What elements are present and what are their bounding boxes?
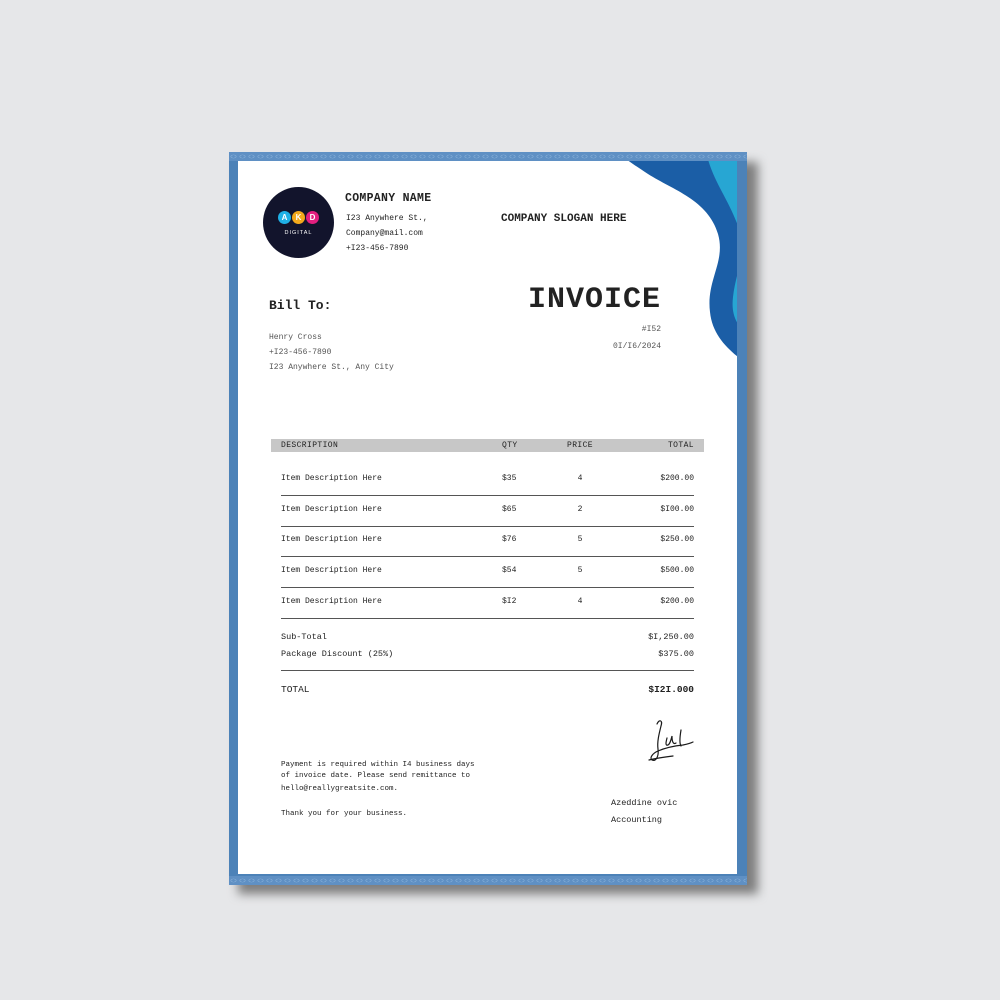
company-email: Company@mail.com [346, 229, 423, 238]
company-slogan: COMPANY SLOGAN HERE [501, 213, 627, 225]
subtotal-value: $I,250.00 [648, 632, 694, 642]
company-logo [263, 187, 334, 258]
total-value: $I2I.000 [648, 684, 694, 695]
row-total: $200.00 [660, 474, 694, 483]
row-qty: $54 [502, 566, 517, 575]
invoice-page [238, 161, 737, 874]
client-phone: +I23-456-7890 [269, 348, 332, 357]
header-qty: QTY [502, 441, 518, 450]
subtotal-label: Sub-Total [281, 632, 327, 642]
row-description: Item Description Here [281, 505, 382, 514]
logo-subtitle: DIGITAL [284, 230, 313, 236]
row-qty: $35 [502, 474, 517, 483]
row-total: $500.00 [660, 566, 694, 575]
discount-label: Package Discount (25%) [281, 649, 394, 659]
logo-letter-k: K [292, 211, 305, 224]
company-address: I23 Anywhere St., [346, 214, 428, 223]
decorative-wave [618, 161, 737, 372]
thank-you-note: Thank you for your business. [281, 810, 408, 818]
table-row [281, 557, 694, 588]
header-total: TOTAL [667, 441, 694, 450]
row-description: Item Description Here [281, 566, 382, 575]
header-price: PRICE [567, 441, 594, 450]
company-name: COMPANY NAME [345, 192, 432, 205]
row-description: Item Description Here [281, 597, 382, 606]
signer-name: Azeddine ovic [611, 798, 678, 808]
bill-to-label: Bill To: [269, 298, 332, 313]
signature-image [643, 716, 698, 766]
row-total: $I00.00 [660, 505, 694, 514]
items-table-header [271, 439, 704, 452]
row-description: Item Description Here [281, 474, 382, 483]
header-description: DESCRIPTION [281, 441, 339, 450]
signer-role: Accounting [611, 815, 663, 825]
logo-letter-d: D [306, 211, 319, 224]
row-total: $250.00 [660, 535, 694, 544]
row-description: Item Description Here [281, 535, 382, 544]
row-price: 4 [577, 597, 583, 606]
payment-note-line-2: of invoice date. Please send remittance to [281, 772, 471, 780]
row-price: 5 [577, 566, 583, 575]
invoice-number: #I52 [641, 325, 661, 334]
summary-divider [281, 670, 694, 671]
discount-value: $375.00 [658, 649, 694, 659]
row-qty: $I2 [502, 597, 517, 606]
payment-note-line-1: Payment is required within I4 business days [281, 761, 475, 769]
client-name: Henry Cross [269, 333, 322, 342]
row-qty: $76 [502, 535, 517, 544]
table-row [281, 496, 694, 527]
table-row [281, 465, 694, 496]
row-price: 5 [577, 535, 583, 544]
row-price: 4 [577, 474, 583, 483]
wave-dark-shape [618, 161, 737, 372]
row-total: $200.00 [660, 597, 694, 606]
invoice-sheet [229, 152, 747, 885]
invoice-title: INVOICE [527, 283, 661, 317]
bottom-pattern-border [229, 876, 747, 885]
total-label: TOTAL [281, 684, 310, 695]
client-address: I23 Anywhere St., Any City [269, 363, 394, 372]
table-row [281, 526, 694, 557]
top-pattern-border [229, 152, 747, 161]
invoice-date: 0I/I6/2024 [612, 342, 661, 351]
payment-note-line-3: hello@reallygreatsite.com. [281, 785, 399, 793]
table-row [281, 588, 694, 619]
row-price: 2 [577, 505, 583, 514]
logo-letter-a: A [278, 211, 291, 224]
row-qty: $65 [502, 505, 517, 514]
company-phone: +I23-456-7890 [346, 244, 409, 253]
